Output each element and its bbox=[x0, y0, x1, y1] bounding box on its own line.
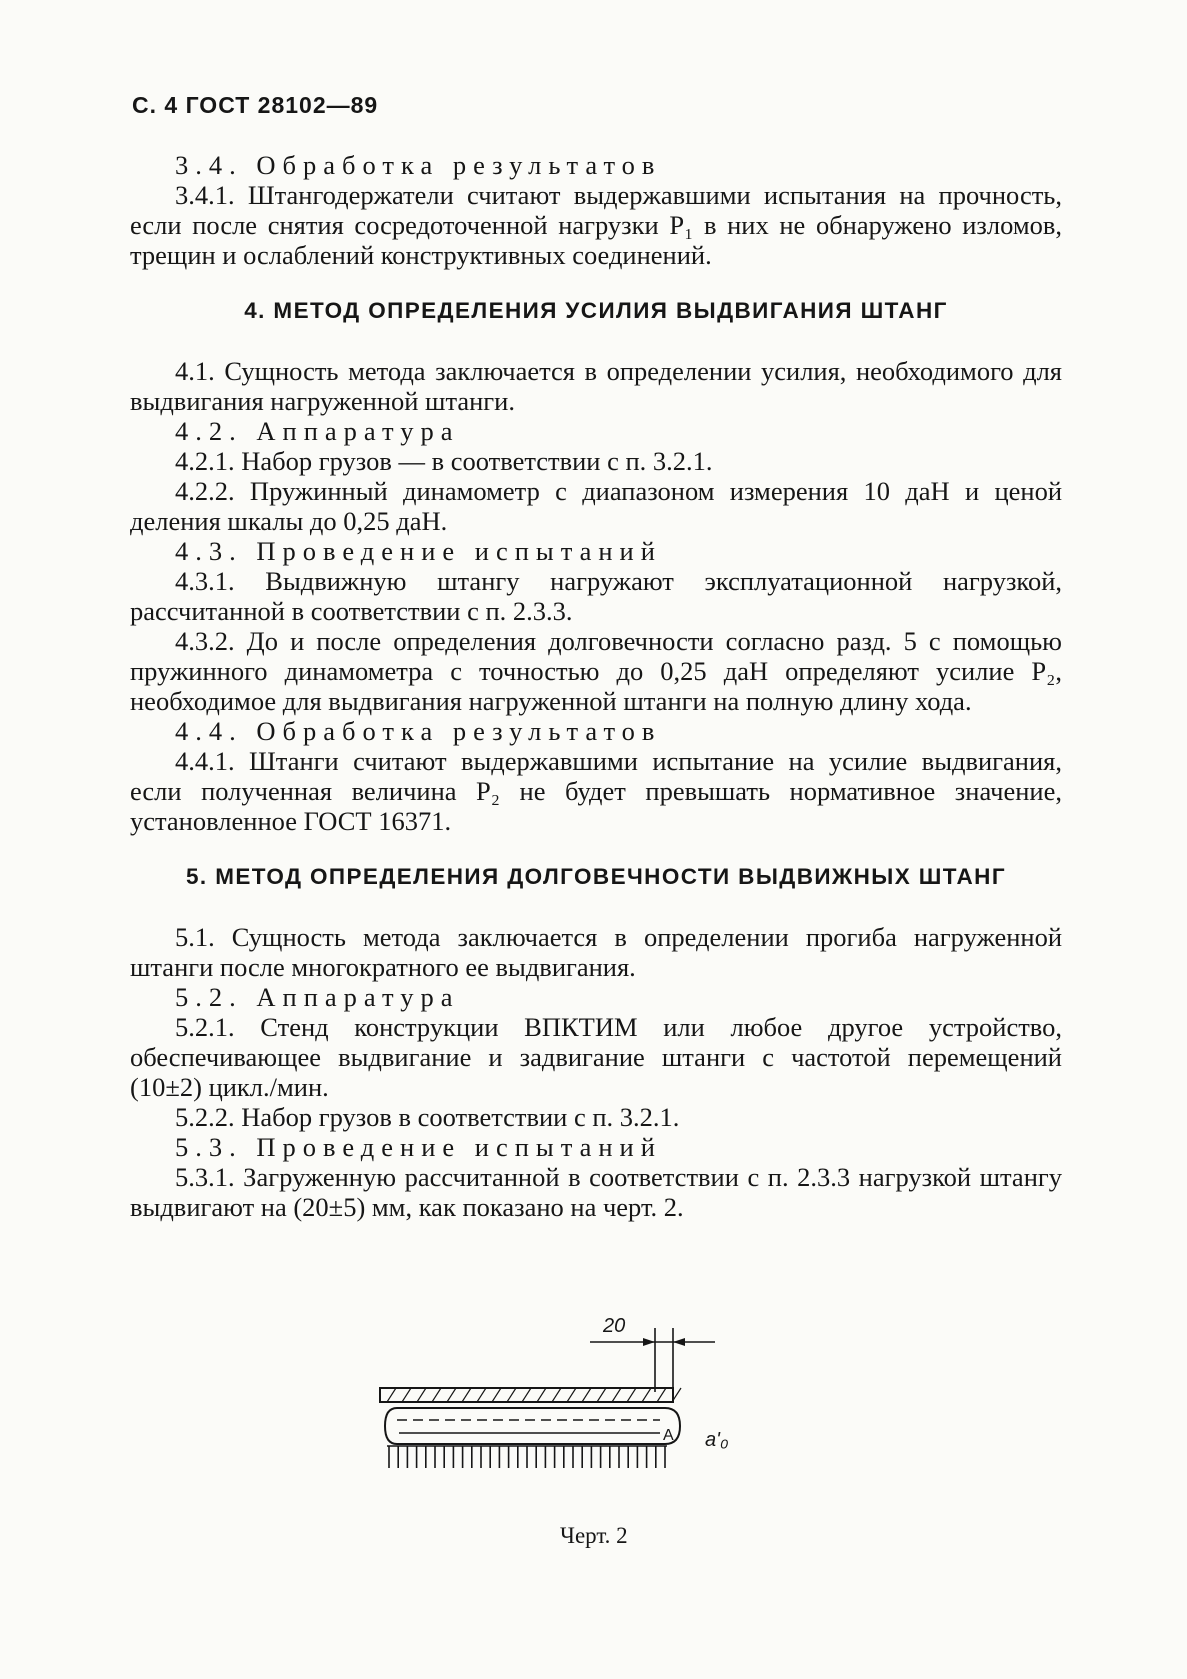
paragraph: 4.1. Сущность метода заключается в определении усилия, необходимого для выдвигания нагруженной штанги. bbox=[130, 356, 1062, 416]
hatch-stroke bbox=[507, 1388, 516, 1402]
figure-caption: Черт. 2 bbox=[560, 1523, 628, 1548]
paragraph: 5.3.1. Загруженную рассчитанной в соответствии с п. 2.3.3 нагрузкой штангу выдвигают на (20±5) мм, как показано на черт. 2. bbox=[130, 1162, 1062, 1222]
hatch-stroke bbox=[462, 1388, 471, 1402]
subsection-title: 5.2. Аппаратура bbox=[175, 982, 460, 1012]
hatch-stroke bbox=[432, 1388, 441, 1402]
paragraph: 4.2.2. Пружинный динамометр с диапазоном измерения 10 даН и ценой деления шкалы до 0,25 даН. bbox=[130, 476, 1062, 536]
section-heading: 5. МЕТОД ОПРЕДЕЛЕНИЯ ДОЛГОВЕЧНОСТИ ВЫДВИЖНЫХ ШТАНГ bbox=[186, 864, 1006, 889]
dimension-arrow-right bbox=[673, 1338, 685, 1346]
hatch-stroke bbox=[492, 1388, 501, 1402]
sliding-rod bbox=[385, 1408, 680, 1444]
section-heading: 4. МЕТОД ОПРЕДЕЛЕНИЯ УСИЛИЯ ВЫДВИГАНИЯ ШТАНГ bbox=[244, 298, 948, 323]
paragraph: 4.3.2. До и после определения долговечности согласно разд. 5 с помощью пружинного динамометра с точностью до 0,25 даН определяют усилие P₂, необходимое для выдвигания нагруженной штанги на полную длину хода. bbox=[130, 626, 1062, 716]
upper-bar-hatching bbox=[387, 1388, 681, 1402]
weight-set bbox=[387, 1446, 667, 1468]
point-label: A bbox=[663, 1427, 674, 1444]
hatch-stroke bbox=[657, 1388, 666, 1402]
hatch-stroke bbox=[582, 1388, 591, 1402]
figure-drawing bbox=[375, 1315, 775, 1470]
page-header: С. 4 ГОСТ 28102—89 bbox=[132, 92, 379, 118]
hatch-stroke bbox=[417, 1388, 426, 1402]
hatch-stroke bbox=[552, 1388, 561, 1402]
hatch-stroke bbox=[447, 1388, 456, 1402]
hatch-stroke bbox=[627, 1388, 636, 1402]
deflection-label: a'₀ bbox=[705, 1429, 729, 1451]
hatch-stroke bbox=[537, 1388, 546, 1402]
hatch-stroke bbox=[597, 1388, 606, 1402]
paragraph: 4.2.1. Набор грузов — в соответствии с п. 3.2.1. bbox=[175, 446, 713, 476]
subsection-title: 4.3. Проведение испытаний bbox=[175, 536, 662, 566]
paragraph: 4.3.1. Выдвижную штангу нагружают эксплуатационной нагрузкой, рассчитанной в соответствии с п. 2.3.3. bbox=[130, 566, 1062, 626]
text-column bbox=[130, 150, 1062, 1222]
hatch-stroke bbox=[567, 1388, 576, 1402]
hatch-stroke bbox=[612, 1388, 621, 1402]
subsection-title: 3.4. Обработка результатов bbox=[175, 150, 662, 180]
subsection-title: 5.3. Проведение испытаний bbox=[175, 1132, 662, 1162]
hatch-stroke bbox=[477, 1388, 486, 1402]
subsection-title: 4.2. Аппаратура bbox=[175, 416, 460, 446]
paragraph: 5.2.1. Стенд конструкции ВПКТИМ или любое другое устройство, обеспечивающее выдвигание и задвигание штанги с частотой перемещений (10±2) цикл./мин. bbox=[130, 1012, 1062, 1102]
hatch-stroke bbox=[387, 1388, 396, 1402]
paragraph: 5.2.2. Набор грузов в соответствии с п. 3.2.1. bbox=[175, 1102, 680, 1132]
subsection-title: 4.4. Обработка результатов bbox=[175, 716, 662, 746]
hatch-stroke bbox=[642, 1388, 651, 1402]
paragraph: 4.4.1. Штанги считают выдержавшими испытание на усилие выдвигания, если полученная величина P₂ не будет превышать нормативное значение, установленное ГОСТ 16371. bbox=[130, 746, 1062, 836]
dimension-label: 20 bbox=[603, 1315, 626, 1337]
dimension-arrow-left bbox=[643, 1338, 655, 1346]
paragraph: 5.1. Сущность метода заключается в определении прогиба нагруженной штанги после многократного ее выдвигания. bbox=[130, 922, 1062, 982]
hatch-stroke bbox=[522, 1388, 531, 1402]
paragraph: 3.4.1. Штангодержатели считают выдержавшими испытания на прочность, если после снятия сосредоточенной нагрузки P₁ в них не обнаружено изломов, трещин и ослаблений конструктивных соединений. bbox=[130, 180, 1062, 270]
hatch-stroke bbox=[402, 1388, 411, 1402]
